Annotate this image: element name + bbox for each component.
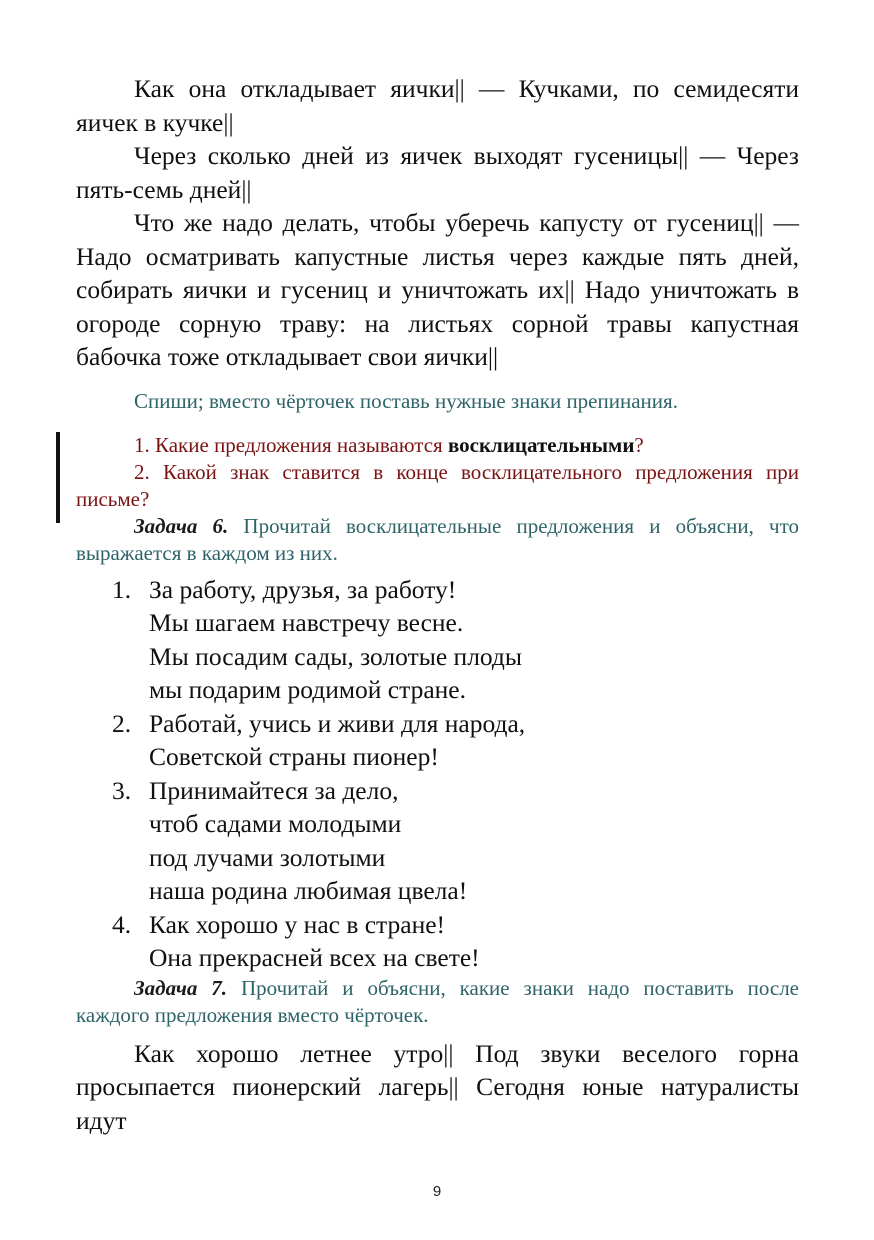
poem-line: Мы шагаем навстречу весне. — [149, 608, 464, 637]
task-6 — [76, 513, 799, 567]
poem-item — [76, 707, 799, 774]
poem-list — [76, 573, 799, 975]
task-7 — [76, 975, 799, 1029]
task-6-text: Прочитай восклицательные предложения и объясни, что выражается в каждом из них. — [76, 513, 799, 565]
paragraph-protect-cabbage: Что же надо делать, чтобы уберечь капусту от гусениц|| — Надо осматривать капустные листья через каждые пять дней, собирать яички и гусениц и уничтожать их|| Надо уничтожать в огороде сорную траву: на листьях сорной травы капустная бабочка тоже откладывает свои яички|| — [76, 208, 799, 371]
task-7-label: Задача 7. — [134, 975, 228, 1000]
poem-line: За работу, друзья, за работу! — [149, 574, 457, 604]
poem-line: Она прекрасней всех на свете! — [149, 943, 480, 972]
poem-line: Принимайтеся за дело, — [149, 775, 399, 805]
question-1 — [76, 432, 799, 459]
page-content — [76, 72, 799, 1137]
poem-item-number: 2. — [112, 708, 132, 738]
question-2: 2. Какой знак ставится в конце восклицательного предложения при письме? — [76, 459, 799, 511]
question-1-prefix: 1. Какие предложения называются — [134, 432, 448, 457]
poem-line: наша родина любимая цвела! — [149, 876, 468, 905]
task-6-label: Задача 6. — [134, 513, 229, 538]
poem-item-number: 4. — [112, 909, 132, 939]
question-1-bold: восклицательными — [447, 432, 635, 457]
poem-line: Мы посадим сады, золотые плоды — [149, 641, 523, 671]
paragraph-summer-morning: Как хорошо летнее утро|| Под звуки веселого горна просыпается пионерский лагерь|| Сегодня юные натуралисты идут — [76, 1038, 799, 1135]
poem-item — [76, 774, 799, 908]
poem-item — [76, 573, 799, 707]
poem-line: Как хорошо у нас в стране! — [149, 909, 446, 939]
questions-block — [76, 432, 799, 513]
poem-line: Советской страны пионер! — [149, 742, 439, 771]
page-number: 9 — [432, 1183, 442, 1200]
poem-item — [76, 908, 799, 975]
paragraph-caterpillar-days: Через сколько дней из яичек выходят гусеницы|| — Через пять-семь дней|| — [76, 141, 799, 204]
poem-line: под лучами золотыми — [149, 842, 386, 872]
margin-bar — [56, 432, 60, 523]
poem-line: чтоб садами молодыми — [149, 809, 402, 838]
poem-item-number: 1. — [112, 574, 132, 604]
question-1-suffix: ? — [634, 432, 644, 457]
task-7-text: Прочитай и объясни, какие знаки надо поставить после каждого предложения вместо чёрточек. — [76, 975, 799, 1027]
instruction-copy: Спиши; вместо чёрточек поставь нужные знаки препинания. — [134, 388, 678, 413]
poem-line: мы подарим родимой стране. — [149, 675, 466, 704]
poem-line: Работай, учись и живи для народа, — [149, 708, 526, 738]
poem-item-number: 3. — [112, 775, 132, 805]
paragraph-caterpillar-eggs: Как она откладывает яички|| — Кучками, по семидесяти яичек в кучке|| — [76, 74, 799, 137]
